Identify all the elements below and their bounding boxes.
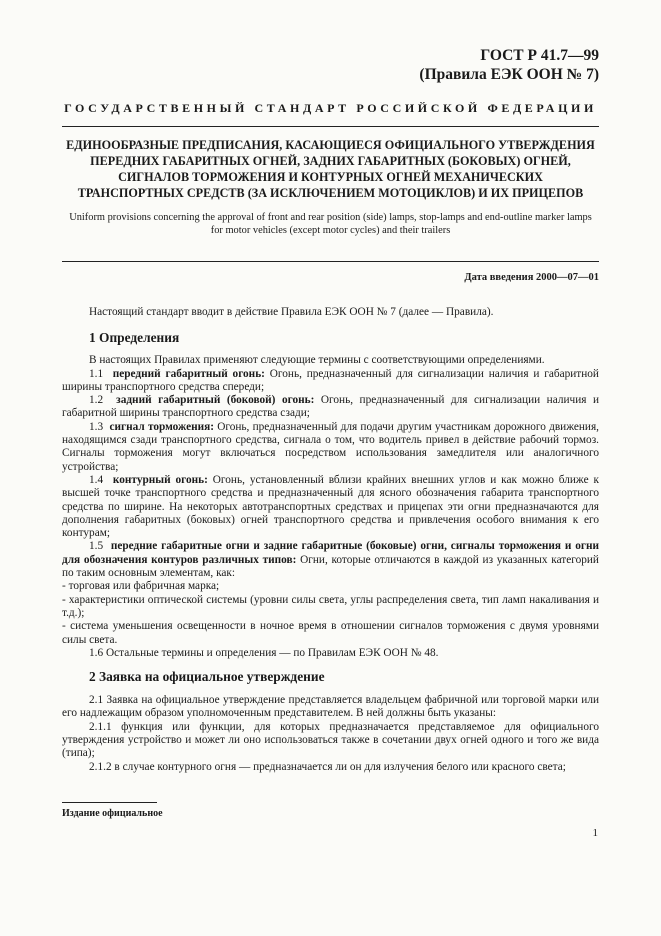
title-russian: ЕДИНООБРАЗНЫЕ ПРЕДПИСАНИЯ, КАСАЮЩИЕСЯ ОФИЦИАЛЬНОГО УТВЕРЖДЕНИЯ ПЕРЕДНИХ ГАБАРИТНЫХ ОГНЕЙ, ЗАДНИХ ГАБАРИТНЫХ (БОКОВЫХ) ОГНЕЙ, СИГНАЛОВ ТОРМОЖЕНИЯ И КОНТУРНЫХ ОГНЕЙ МЕХАНИЧЕСКИХ ТРАНСПОРТНЫХ СРЕДСТВ (ЗА ИСКЛЮЧЕНИЕМ МОТОЦИКЛОВ) И ИХ ПРИЦЕПОВ	[66, 138, 595, 200]
title-english: Uniform provisions concerning the approval of front and rear position (side) lamps, stop-lamps and end-outline marker lamps for motor vehicles (except motor cycles) and their trailers	[69, 212, 592, 236]
standard-code-block	[419, 46, 599, 84]
paragraph-2-1-1: 2.1.1 функция или функции, для которых предназначается представляемое для официального утверждения устройство и может ли оно использоваться также в сочетании двух огней одного и того же вида (типа);	[62, 720, 599, 760]
term: передний габаритный огонь:	[112, 367, 265, 380]
definition-1-1: 1.1 передний габаритный огонь: Огонь, предназначенный для сигнализации наличия и габаритной ширины транспортного средства спереди;	[62, 367, 599, 393]
definition-1-6: 1.6 Остальные термины и определения — по Правилам ЕЭК ООН № 48.	[89, 646, 439, 659]
section-1-lead: В настоящих Правилах применяют следующие термины с соответствующими определениями.	[89, 354, 545, 367]
divider-top	[62, 126, 599, 127]
standard-number: ГОСТ Р 41.7—99	[480, 47, 599, 64]
paragraph-2-1-2: 2.1.2 в случае контурного огня — предназначается ли он для излучения белого или красного света;	[89, 760, 566, 773]
list-item: - торговая или фабричная марка;	[62, 580, 220, 593]
definition-1-3: 1.3 сигнал торможения: Огонь, предназначенный для подачи другим участникам дорожного движения, находящимся сзади транспортного средства, сигнала о том, что водитель привел в действие рабочий тормоз. Сигналы торможения могут включаться посредством использования замедлителя или аналогичного устройства;	[62, 420, 599, 473]
section-2-heading: 2 Заявка на официальное утверждение	[89, 669, 325, 685]
definition-1-5: 1.5 передние габаритные огни и задние габаритные (боковые) огни, сигналы торможения и огни для обозначения контуров различных типов: Огни, которые отличаются в каждой из указанных категорий по таким основным элементам, как:	[62, 540, 599, 580]
rule-reference: (Правила ЕЭК ООН № 7)	[419, 66, 599, 83]
intro-paragraph: Настоящий стандарт вводит в действие Правила ЕЭК ООН № 7 (далее — Правила).	[89, 306, 494, 318]
agency-line: ГОСУДАРСТВЕННЫЙ СТАНДАРТ РОССИЙСКОЙ ФЕДЕРАЦИИ	[64, 101, 597, 115]
definition-1-2: 1.2 задний габаритный (боковой) огонь: Огонь, предназначенный для сигнализации наличия и габаритной ширины транспортного средства сзади;	[62, 394, 599, 420]
term: задний габаритный (боковой) огонь:	[116, 394, 315, 407]
page-number: 1	[592, 827, 598, 839]
paragraph-2-1: 2.1 Заявка на официальное утверждение представляется владельцем фабричной или торговой марки или его надлежащим образом уполномоченным представителем. В ней должны быть указаны:	[62, 694, 599, 720]
term: сигнал торможения:	[109, 420, 214, 433]
term: контурный огонь:	[112, 473, 208, 486]
section-1-heading: 1 Определения	[89, 330, 180, 346]
document-body	[62, 306, 599, 774]
term: передние габаритные огни и задние габаритные (боковые) огни, сигналы торможения и огни для обозначения контуров различных типов:	[62, 540, 599, 566]
list-item: - система уменьшения освещенности в ночное время в отношении сигналов торможения с двумя уровнями силы света.	[62, 620, 599, 646]
effective-date: Дата введения 2000—07—01	[464, 272, 599, 283]
footer-divider	[62, 802, 157, 803]
edition-label: Издание официальное	[62, 808, 163, 819]
divider-middle	[62, 261, 599, 262]
definition-1-4: 1.4 контурный огонь: Огонь, установленный вблизи крайних внешних углов и как можно ближе к высшей точке транспортного средства и предназначенный для ясного обозначения габарита транспортного средства по ширине. На некоторых автотранспортных средствах и прицепах эти огни предназначаются для дополнения габаритных (боковых) огней транспортного средства и привлечения особого внимания к его контурам;	[62, 473, 599, 540]
list-item: - характеристики оптической системы (уровни силы света, углы распределения света, тип ламп накаливания и т.д.);	[62, 593, 599, 619]
